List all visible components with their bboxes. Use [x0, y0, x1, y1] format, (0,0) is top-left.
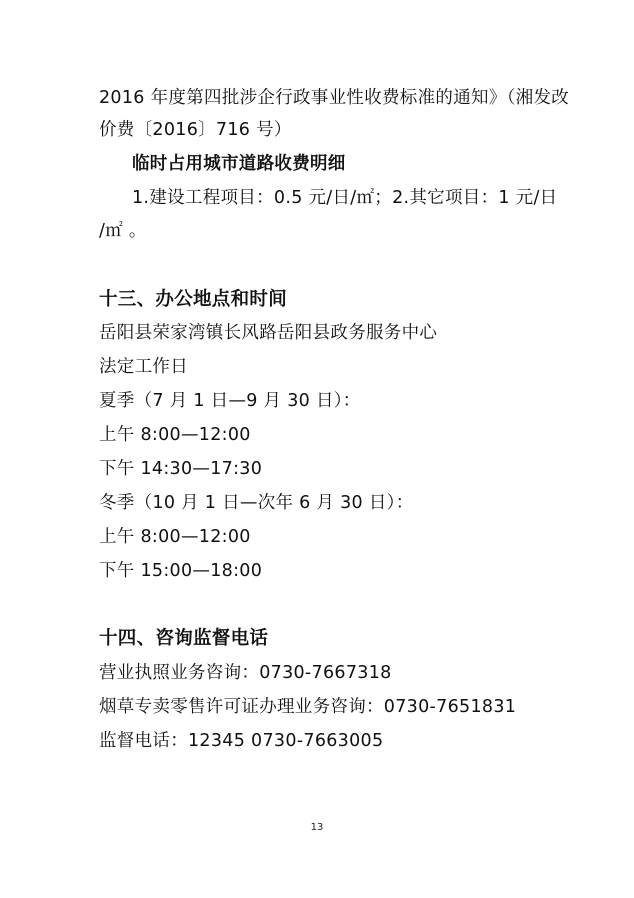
office-address: 岳阳县荣家湾镇长风路岳阳县政务服务中心 [99, 323, 438, 343]
office-section-heading: 十三、办公地点和时间 [99, 289, 288, 310]
summer-afternoon-hours: 下午 14:30—17:30 [99, 459, 263, 479]
office-workday: 法定工作日 [99, 357, 188, 377]
road-fee-detail-line-1: 1.建设工程项目：0.5 元/日/㎡；2.其它项目：1 元/日 [132, 188, 558, 208]
fee-notice-line-1: 2016 年度第四批涉企行政事业性收费标准的通知》（湘发改 [99, 88, 570, 108]
winter-hours-title: 冬季（10 月 1 日—次年 6 月 30 日）： [99, 493, 414, 513]
summer-morning-hours: 上午 8:00—12:00 [99, 425, 251, 445]
tobacco-license-hotline: 烟草专卖零售许可证办理业务咨询：0730-7651831 [99, 697, 517, 717]
road-fee-title: 临时占用城市道路收费明细 [132, 154, 346, 174]
hotline-section-heading: 十四、咨询监督电话 [99, 628, 269, 649]
page-number: 13 [310, 822, 324, 833]
summer-hours-title: 夏季（7 月 1 日—9 月 30 日）： [99, 391, 361, 411]
road-fee-detail-line-2: /㎡ 。 [99, 221, 147, 241]
winter-morning-hours: 上午 8:00—12:00 [99, 527, 251, 547]
business-license-hotline: 营业执照业务咨询：0730-7667318 [99, 663, 392, 683]
fee-notice-line-2: 价费〔2016〕716 号） [99, 120, 292, 140]
winter-afternoon-hours: 下午 15:00—18:00 [99, 561, 263, 581]
supervision-hotline: 监督电话：12345 0730-7663005 [99, 731, 384, 751]
